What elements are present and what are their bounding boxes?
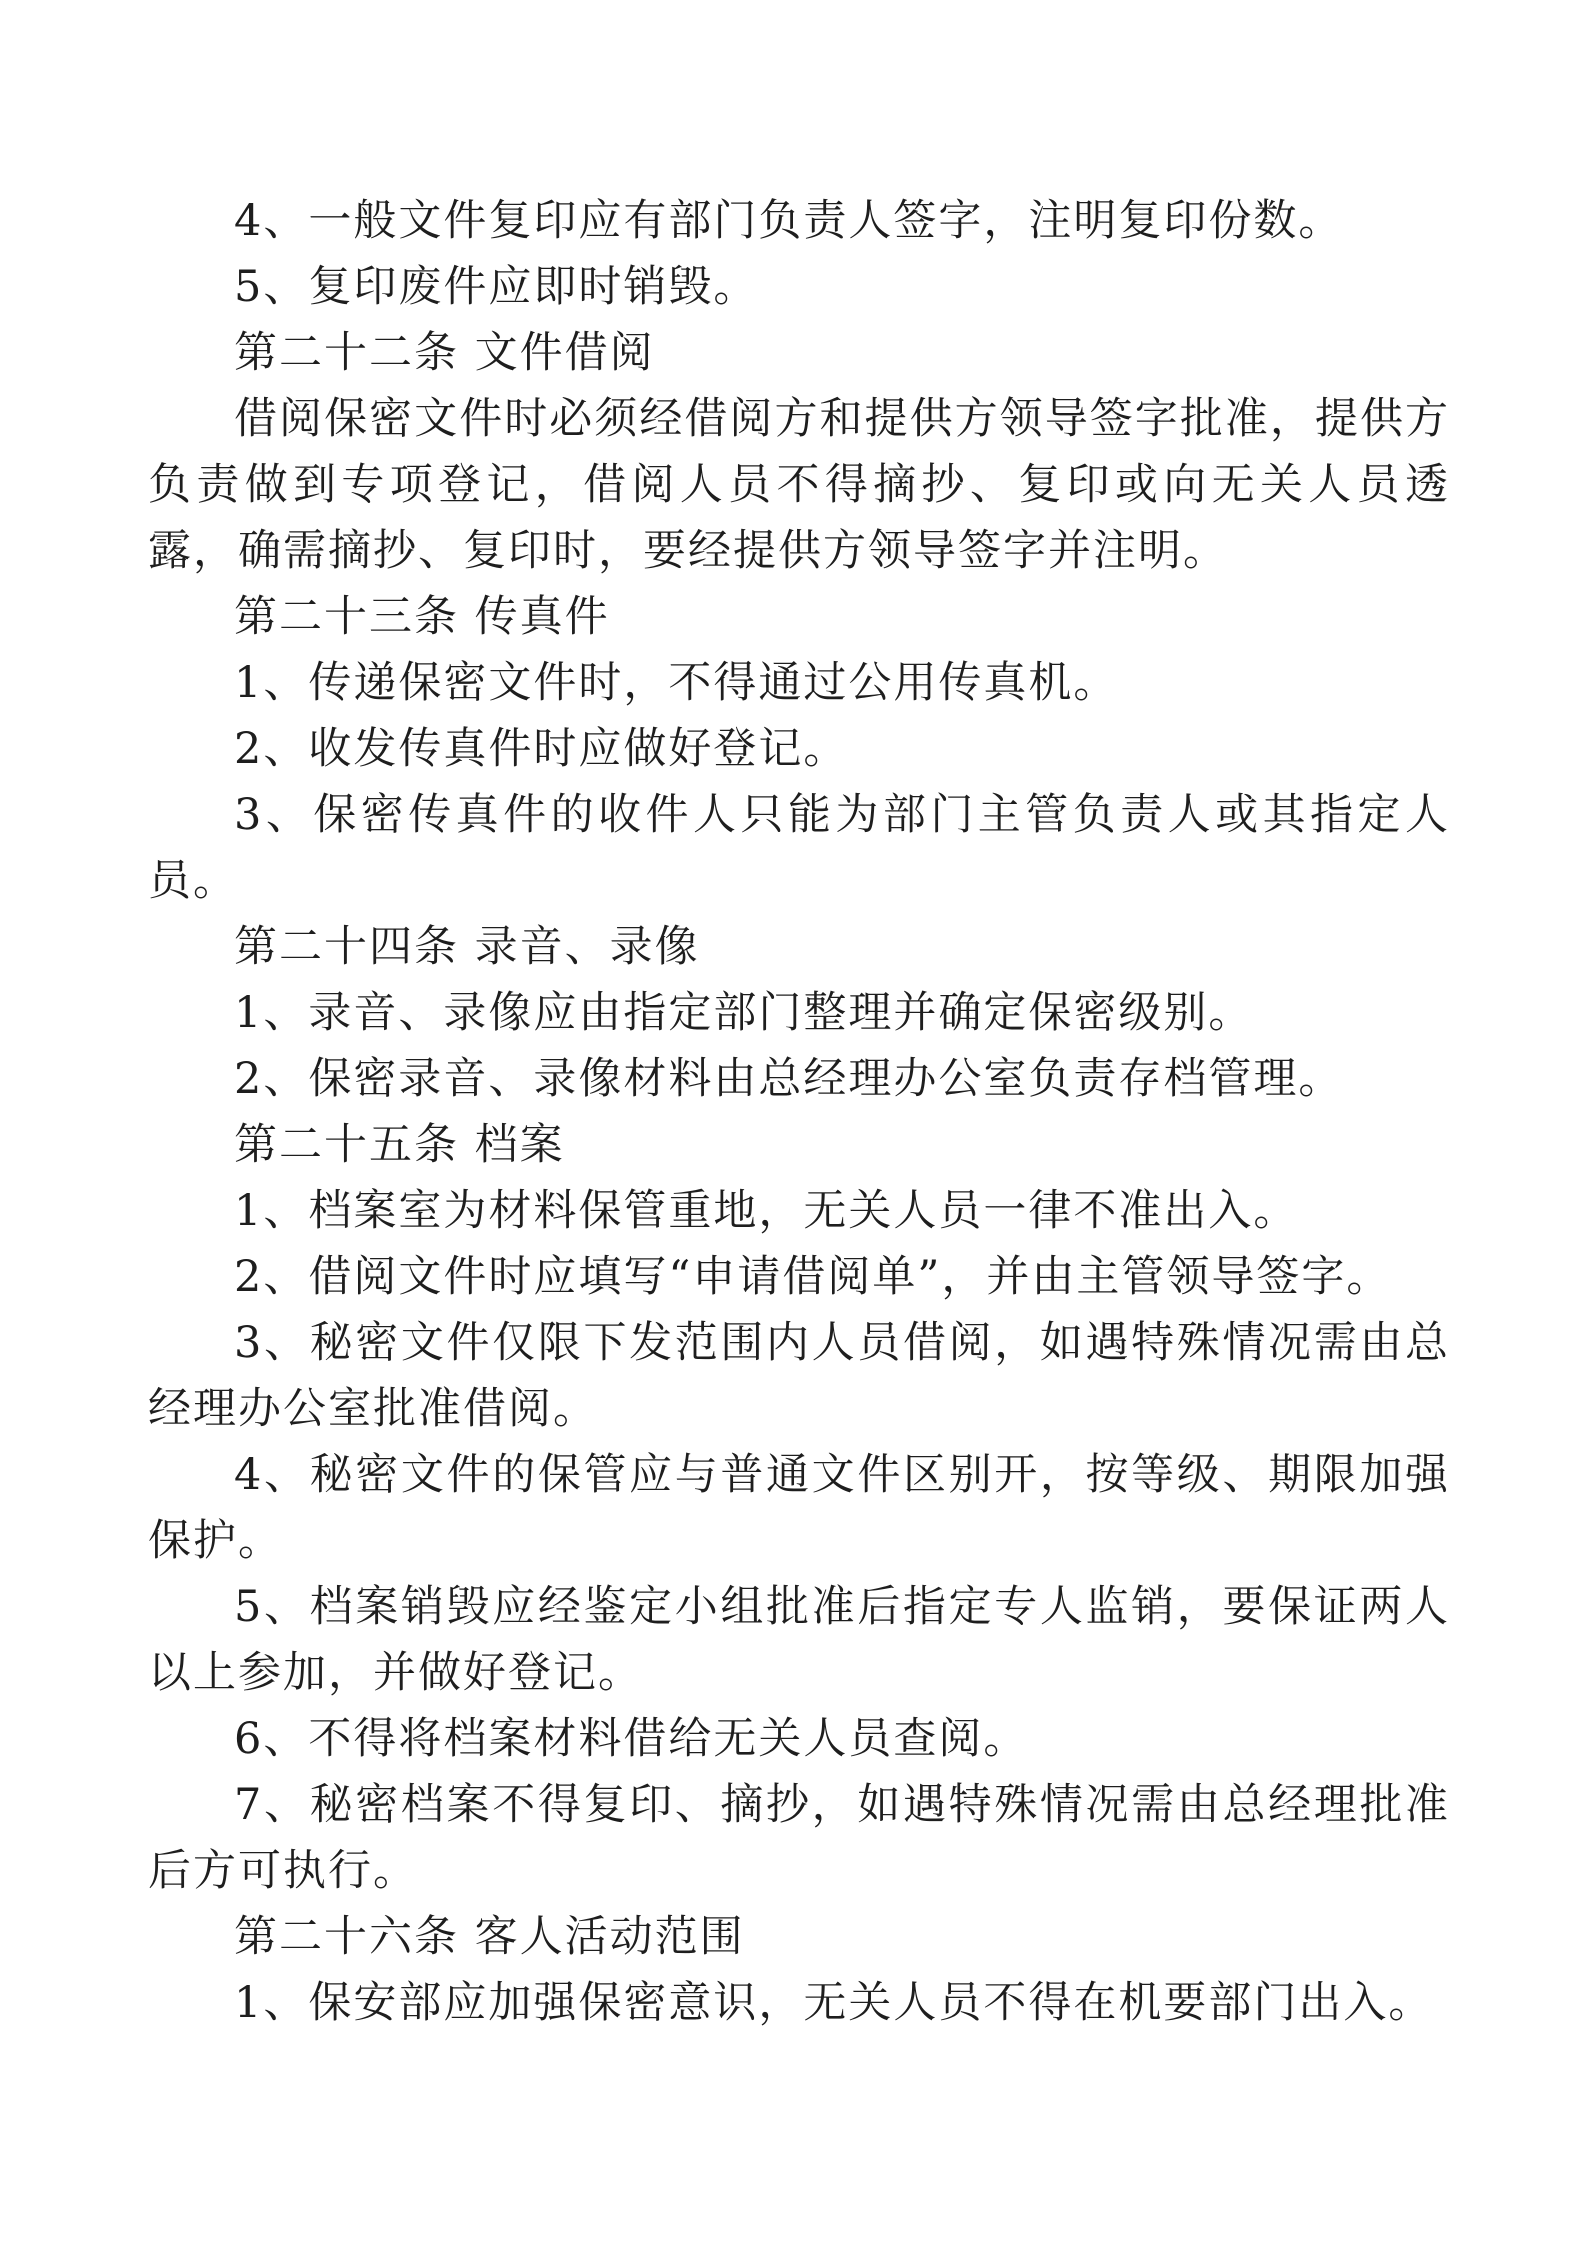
- paragraph-8: 3、保密传真件的收件人只能为部门主管负责人或其指定人员。: [148, 790, 1450, 906]
- paragraph-7: 2、收发传真件时应做好登记。: [234, 724, 849, 774]
- article-24-heading: 第二十四条 录音、录像: [234, 922, 700, 972]
- paragraph-13: 1、档案室为材料保管重地，无关人员一律不准出入。: [234, 1186, 1299, 1236]
- paragraph-15: 3、秘密文件仅限下发范围内人员借阅，如遇特殊情况需由总经理办公室批准借阅。: [148, 1318, 1450, 1434]
- paragraph-11: 2、保密录音、录像材料由总经理办公室负责存档管理。: [234, 1054, 1344, 1104]
- article-25-heading: 第二十五条 档案: [234, 1120, 565, 1170]
- paragraph-2: 5、复印废件应即时销毁。: [234, 262, 759, 312]
- article-22-heading: 第二十二条 文件借阅: [234, 328, 655, 378]
- paragraph-6: 1、传递保密文件时，不得通过公用传真机。: [234, 658, 1119, 708]
- document-body: [148, 188, 1450, 2036]
- article-26-heading: 第二十六条 客人活动范围: [234, 1912, 745, 1962]
- paragraph-16: 4、秘密文件的保管应与普通文件区别开，按等级、期限加强保护。: [148, 1450, 1450, 1566]
- paragraph-17: 5、档案销毁应经鉴定小组批准后指定专人监销，要保证两人以上参加，并做好登记。: [148, 1582, 1450, 1698]
- paragraph-21: 1、保安部应加强保密意识，无关人员不得在机要部门出入。: [234, 1978, 1434, 2028]
- paragraph-19: 7、秘密档案不得复印、摘抄，如遇特殊情况需由总经理批准后方可执行。: [148, 1780, 1450, 1896]
- paragraph-1: 4、一般文件复印应有部门负责人签字，注明复印份数。: [234, 196, 1344, 246]
- paragraph-4: 借阅保密文件时必须经借阅方和提供方领导签字批准，提供方负责做到专项登记，借阅人员不得摘抄、复印或向无关人员透露，确需摘抄、复印时，要经提供方领导签字并注明。: [148, 394, 1450, 576]
- paragraph-18: 6、不得将档案材料借给无关人员查阅。: [234, 1714, 1029, 1764]
- paragraph-14: 2、借阅文件时应填写“申请借阅单”，并由主管领导签字。: [234, 1252, 1392, 1302]
- article-23-heading: 第二十三条 传真件: [234, 592, 610, 642]
- paragraph-10: 1、录音、录像应由指定部门整理并确定保密级别。: [234, 988, 1254, 1038]
